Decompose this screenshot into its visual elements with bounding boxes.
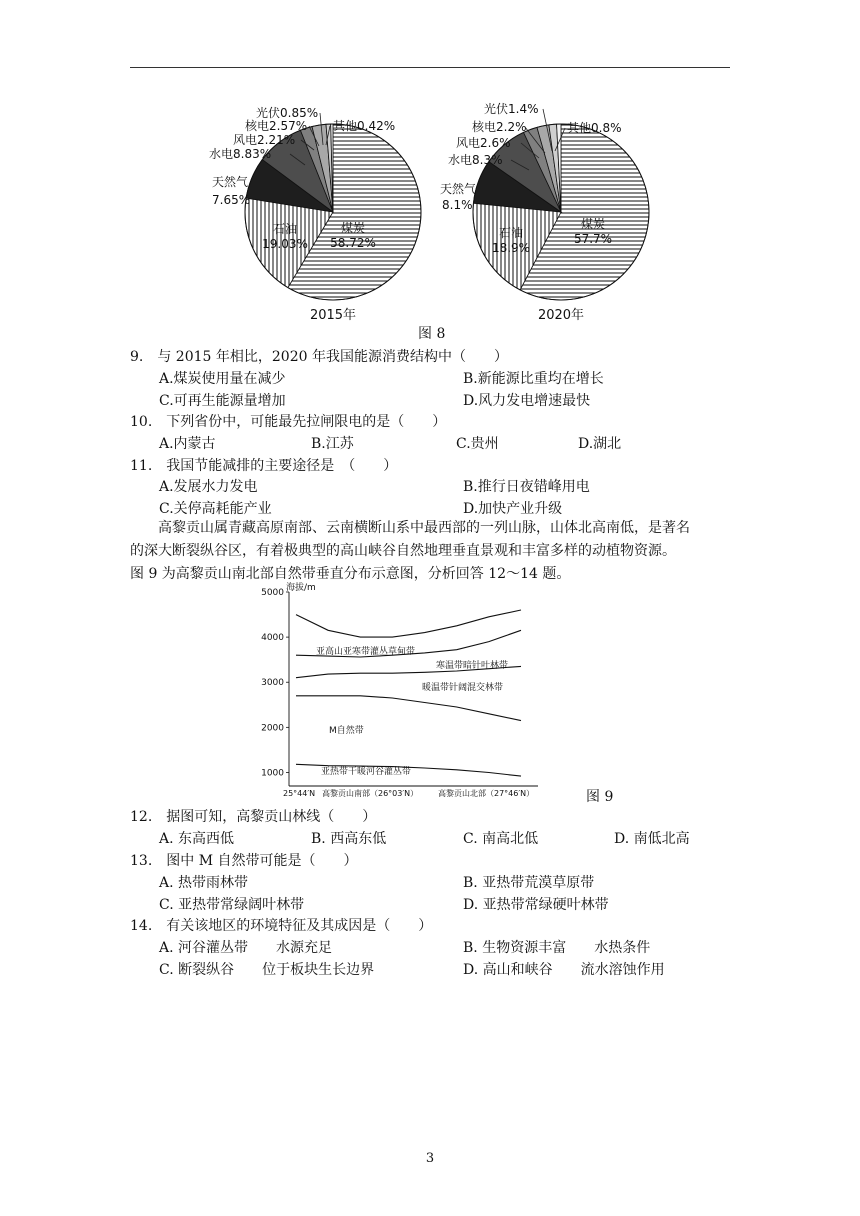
question-14-stem: 14. 有关该地区的环境特征及其成因是（ ）	[130, 918, 433, 934]
y-axis-label: 海拔/m	[286, 583, 316, 593]
zone-label-mixed-forest: 暖温带针阔混交林带	[422, 683, 504, 693]
pie-2015-value-gas: 7.65%	[212, 193, 251, 207]
question-11-option-d[interactable]: D.加快产业升级	[463, 501, 563, 517]
pie-2015-label-hydro: 水电8.83%	[209, 147, 272, 161]
zone-line-0	[296, 610, 521, 637]
question-10-option-b[interactable]: B.江苏	[311, 436, 354, 452]
pie-2020	[473, 124, 649, 300]
header-rule	[130, 67, 730, 68]
page-number: 3	[425, 1151, 435, 1166]
question-14-option-d[interactable]: D. 高山和峡谷 流水溶蚀作用	[463, 962, 665, 978]
question-10-option-d[interactable]: D.湖北	[578, 436, 622, 452]
pie-2020-value-oil: 18.9%	[491, 241, 531, 255]
pie-2020-label-other: 其他0.8%	[567, 121, 622, 135]
question-9-stem: 9. 与 2015 年相比，2020 年我国能源消费结构中（ ）	[130, 349, 508, 365]
figure-8-caption: 图 8	[418, 326, 446, 342]
question-14-option-c[interactable]: C. 断裂纵谷 位于板块生长边界	[159, 962, 375, 978]
pie-2015-label-gas: 天然气	[212, 175, 249, 189]
passage	[130, 517, 730, 586]
y-tick-label: 4000	[261, 633, 284, 644]
question-10-option-a[interactable]: A.内蒙古	[159, 436, 216, 452]
question-13-option-b[interactable]: B. 亚热带荒漠草原带	[463, 875, 595, 891]
figure-9-vertical-zonation	[248, 580, 548, 802]
pie-2015-value-coal: 58.72%	[330, 236, 376, 250]
question-12-option-b[interactable]: B. 西高东低	[311, 831, 387, 847]
question-11-stem: 11. 我国节能减排的主要途径是 （ ）	[130, 458, 398, 474]
passage-line: 图 9 为高黎贡山南北部自然带垂直分布示意图，分析回答 12～14 题。	[130, 566, 571, 582]
figure-8-pie-charts	[195, 95, 665, 327]
question-12-option-a[interactable]: A. 东高西低	[159, 831, 235, 847]
question-13-stem: 13. 图中 M 自然带可能是（ ）	[130, 853, 358, 869]
x-tick-label: 高黎贡山北部（27°46′N）	[438, 789, 535, 798]
y-tick-label: 5000	[261, 588, 284, 598]
question-10-option-c[interactable]: C.贵州	[456, 436, 499, 452]
question-9-option-d[interactable]: D.风力发电增速最快	[463, 393, 591, 409]
pie-2020-label-wind: 风电2.6%	[456, 136, 511, 150]
x-tick-label: 高黎贡山南部（26°03′N）	[322, 789, 419, 798]
question-14-option-a[interactable]: A. 河谷灌丛带 水源充足	[159, 940, 333, 956]
question-12-option-d[interactable]: D. 南低北高	[614, 831, 690, 847]
zone-label-subalpine-meadow: 亚高山亚寒带灌丛草甸带	[316, 647, 416, 657]
pie-2015-label-nuclear: 核电2.57%	[245, 119, 308, 133]
question-13-option-c[interactable]: C. 亚热带常绿阔叶林带	[159, 897, 305, 913]
figure-9-caption: 图 9	[586, 789, 614, 805]
pie-2020-value-gas: 8.1%	[442, 198, 473, 212]
pie-2015-label-wind: 风电2.21%	[233, 133, 296, 147]
passage-line: 的深大断裂纵谷区，有着极典型的高山峡谷自然地理垂直景观和丰富多样的动植物资源。	[130, 543, 676, 559]
passage-line: 高黎贡山属青藏高原南部、云南横断山系中最西部的一列山脉，山体北高南低，是著名	[130, 520, 690, 536]
zone-label-dry-valley: 亚热带干暖河谷灌丛带	[321, 767, 412, 777]
question-12-stem: 12. 据图可知，高黎贡山林线（ ）	[130, 809, 377, 825]
pie-2020-label-oil: 石油	[498, 226, 524, 240]
question-9-option-a[interactable]: A.煤炭使用量在减少	[159, 371, 286, 387]
question-12-option-c[interactable]: C. 南高北低	[463, 831, 539, 847]
x-tick-label: 25°44′N	[283, 789, 316, 798]
question-9-option-b[interactable]: B.新能源比重均在增长	[463, 371, 604, 387]
question-11-option-c[interactable]: C.关停高耗能产业	[159, 501, 272, 517]
pie-2015-label-coal: 煤炭	[340, 221, 366, 235]
pie-2015-label-pv: 光伏0.85%	[256, 106, 319, 120]
question-11-option-b[interactable]: B.推行日夜错峰用电	[463, 479, 590, 495]
y-tick-label: 1000	[261, 768, 284, 779]
pie-2015	[245, 124, 421, 300]
pie-2020-label-pv: 光伏1.4%	[484, 102, 539, 116]
pie-2015-label-other: 其他0.42%	[333, 119, 396, 133]
question-11-option-a[interactable]: A.发展水力发电	[159, 479, 258, 495]
pie-2015-value-oil: 19.03%	[262, 237, 308, 251]
question-9-option-c[interactable]: C.可再生能源量增加	[159, 393, 286, 409]
pie-2020-label-gas: 天然气	[440, 182, 477, 196]
pie-2020-label-nuclear: 核电2.2%	[472, 120, 527, 134]
zone-label-dark-conifer: 寒温带暗针叶林带	[436, 661, 509, 671]
y-tick-label: 2000	[261, 723, 284, 734]
question-14-option-b[interactable]: B. 生物资源丰富 水热条件	[463, 940, 651, 956]
pie-2015-title: 2015年	[309, 308, 357, 323]
zone-line-3	[296, 696, 521, 721]
question-10-stem: 10. 下列省份中，可能最先拉闸限电的是（ ）	[130, 414, 447, 430]
question-13-option-d[interactable]: D. 亚热带常绿硬叶林带	[463, 897, 609, 913]
pie-2020-label-hydro: 水电8.3%	[448, 153, 503, 167]
pie-2020-title: 2020年	[537, 308, 585, 323]
pie-2015-label-oil: 石油	[272, 222, 298, 236]
zone-label-m: M自然带	[329, 726, 364, 736]
zone-boundary-lines	[296, 610, 521, 776]
question-13-option-a[interactable]: A. 热带雨林带	[159, 875, 249, 891]
pie-2020-label-coal: 煤炭	[580, 217, 606, 231]
y-tick-label: 3000	[261, 678, 284, 689]
pie-2020-value-coal: 57.7%	[573, 232, 613, 246]
y-ticks	[261, 588, 289, 778]
